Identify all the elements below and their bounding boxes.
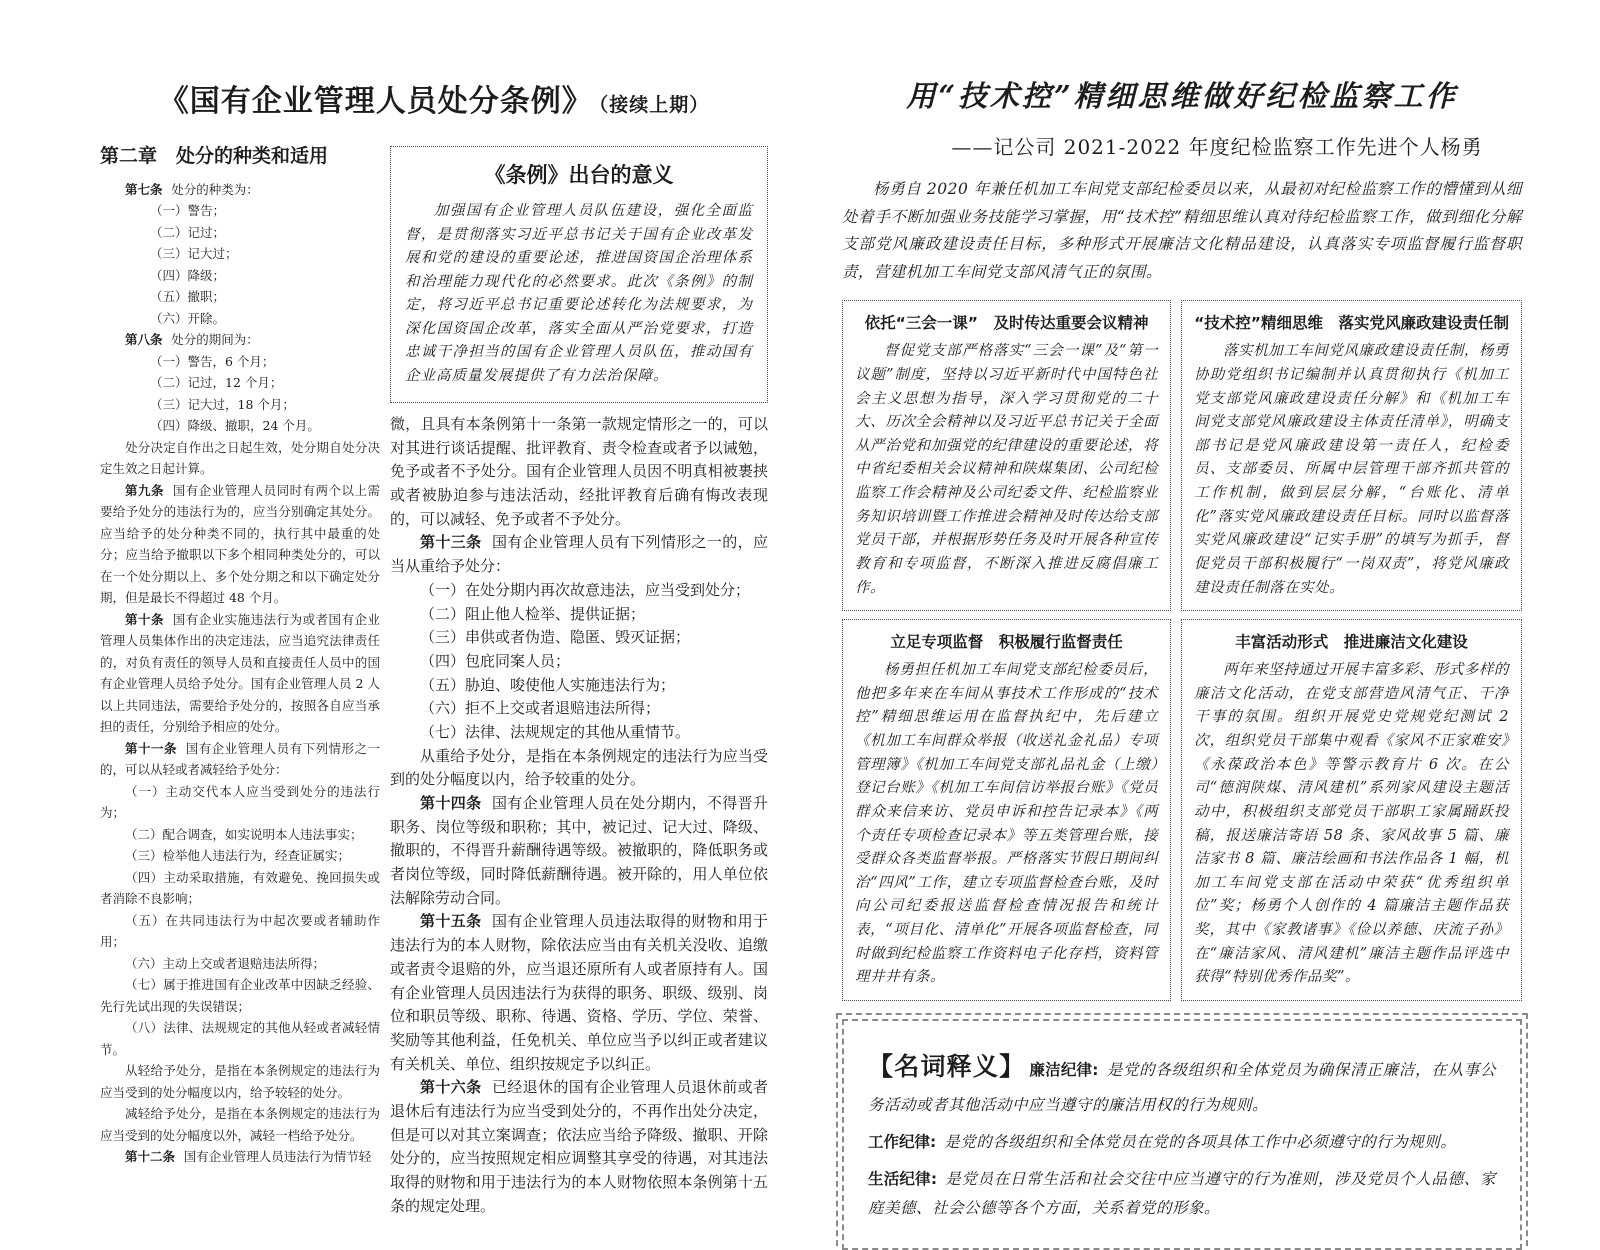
glossary-term-1: 廉洁纪律: bbox=[1029, 1060, 1099, 1079]
glossary-entry-1 bbox=[868, 1044, 1496, 1120]
paragraph-text: （五）在共同违法行为中起次要或者辅助作用； bbox=[100, 912, 380, 950]
regulation-title: 《国有企业管理人员处分条例》 bbox=[158, 84, 593, 119]
regulation-paragraph bbox=[100, 415, 380, 437]
glossary-definition-3: 是党员在日常生活和社会交往中应当遵守的行为准则，涉及党员个人品德、家庭美德、社会公德等各个方面，关系着党的形象。 bbox=[868, 1169, 1496, 1218]
glossary-term-3: 生活纪律: bbox=[868, 1169, 938, 1188]
regulation-paragraph bbox=[100, 308, 380, 330]
article-number: 第十二条 bbox=[125, 1149, 176, 1165]
article-number: 第十四条 bbox=[420, 794, 482, 813]
regulation-paragraph bbox=[390, 745, 768, 792]
meaning-box-title: 《条例》出台的意义 bbox=[484, 163, 674, 187]
article-number: 第十三条 bbox=[420, 533, 482, 552]
right-article-subtitle: ——记公司 2021-2022 年度纪检监察工作先进个人杨勇 bbox=[951, 135, 1483, 159]
left-article-body bbox=[100, 144, 768, 1218]
right-article bbox=[842, 74, 1522, 1250]
paragraph-text: 国有企业管理人员违法行为情节轻 bbox=[183, 1149, 372, 1165]
paragraph-text: （四）降级； bbox=[150, 267, 226, 283]
regulation-paragraph bbox=[390, 531, 768, 578]
paragraph-text: （五）撤职； bbox=[150, 289, 226, 305]
feature-box-1-body: 督促党支部严格落实“三会一课”及“第一议题”制度，坚持以习近平新时代中国特色社会主义思想为指导，深入学习贯彻党的二十大、历次全会精神以及习近平总书记关于全面从严治党和加强党的纪律建设的重要论述，将中省纪委相关会议精神和陕煤集团、公司纪检监察工作会精神及公司纪委文件、纪检监察业务知识培训暨工作推进会精神及时传达给支部党员干部，并根据形势任务及时开展各种宣传教育和专项监督，不断深入推进反腐倡廉工作。 bbox=[855, 343, 1159, 596]
paragraph-text: （三）检举他人违法行为，经查证属实； bbox=[125, 848, 351, 864]
article-number: 第十条 bbox=[125, 611, 164, 627]
article-number: 第九条 bbox=[125, 482, 164, 498]
regulation-paragraph bbox=[100, 910, 380, 953]
meaning-box bbox=[390, 146, 768, 403]
paragraph-text: （四）包庇同案人员； bbox=[420, 651, 571, 670]
article-number: 第八条 bbox=[125, 332, 163, 348]
paragraph-text: 国有企业实施违法行为或者国有企业管理人员集体作出的决定违法，应当追究法律责任的，对负有责任的领导人员和直接责任人员中的国有企业管理人员给予处分。国有企业管理人员 2 人以上共同违法，需要给予处分的，按照各自应当承担的责任，分别给予相应的处分。 bbox=[100, 611, 380, 735]
article-number: 第七条 bbox=[125, 181, 163, 197]
regulation-paragraph bbox=[100, 329, 380, 351]
paragraph-text: （六）开除。 bbox=[150, 310, 226, 326]
regulation-paragraph bbox=[100, 372, 380, 394]
paragraph-text: 处分的期间为： bbox=[171, 332, 259, 348]
feature-box-1-title: 依托“三会一课” 及时传达重要会议精神 bbox=[864, 314, 1149, 333]
paragraph-text: （七）属于推进国有企业改革中因缺乏经验、先行先试出现的失误错误； bbox=[100, 977, 380, 1014]
paragraph-text: （三）记大过； bbox=[150, 246, 238, 262]
paragraph-text: （四）主动采取措施，有效避免、挽回损失或者消除不良影响； bbox=[100, 869, 380, 907]
article-number: 第十六条 bbox=[420, 1078, 482, 1097]
glossary-box bbox=[842, 1019, 1522, 1250]
paragraph-text: 从重给予处分，是指在本条例规定的违法行为应当受到的处分幅度以内，给予较重的处分。 bbox=[390, 746, 768, 789]
regulation-paragraphs-col1 bbox=[100, 179, 380, 1168]
regulation-paragraph bbox=[100, 265, 380, 287]
regulation-paragraph bbox=[390, 579, 768, 603]
regulation-paragraph bbox=[100, 609, 380, 738]
article-number: 第十五条 bbox=[420, 912, 482, 931]
regulation-paragraph bbox=[100, 1146, 380, 1168]
regulation-paragraph bbox=[100, 222, 380, 244]
regulation-paragraph bbox=[100, 286, 380, 308]
regulation-paragraph bbox=[390, 792, 768, 910]
regulation-paragraph bbox=[390, 1076, 768, 1218]
paragraph-text: 国有企业管理人员有下列情形之一的，应当从重给予处分： bbox=[390, 533, 768, 576]
regulation-paragraph bbox=[100, 243, 380, 265]
regulation-paragraph bbox=[100, 351, 380, 373]
paragraph-text: （七）法律、法规规定的其他从重情节。 bbox=[420, 722, 691, 741]
left-article-title bbox=[100, 76, 768, 120]
left-article bbox=[100, 76, 768, 1218]
regulation-paragraph bbox=[390, 910, 768, 1076]
left-column-1 bbox=[100, 144, 380, 1168]
glossary-entry-3 bbox=[868, 1164, 1496, 1223]
regulation-paragraph bbox=[100, 179, 380, 201]
regulation-paragraph bbox=[100, 1017, 380, 1060]
chapter-heading: 第二章 处分的种类和适用 bbox=[100, 145, 329, 167]
regulation-paragraph bbox=[100, 200, 380, 222]
paragraph-text: （八）法律、法规规定的其他从轻或者减轻情节。 bbox=[100, 1020, 380, 1057]
paragraph-text: 国有企业管理人员违法取得的财物和用于违法行为的本人财物，除依法应当由有关机关没收、追缴或者责令退赔的外，应当退还原所有人或者原持有人。国有企业管理人员因违法行为获得的职务、职级、级别、岗位和职员等级、职称、待遇、资格、学历、学位、荣誉、奖励等其他利益，任免机关、单位应当予以纠正或者建议有关机关、单位、组织按规定予以纠正。 bbox=[390, 912, 768, 1073]
feature-boxes bbox=[842, 300, 1522, 1001]
paragraph-text: （一）警告； bbox=[150, 203, 226, 219]
article-number: 第十一条 bbox=[125, 740, 177, 756]
regulation-paragraph bbox=[100, 974, 380, 1017]
paragraph-text: 微，且具有本条例第十一条第一款规定情形之一的，可以对其进行谈话提醒、批评教育、责令检查或者予以诫勉，免予或者不予处分。国有企业管理人员因不明真相被裹挟或者被胁迫参与违法活动，经批评教育后确有悔改表现的，可以减轻、免予或者不予处分。 bbox=[390, 415, 768, 528]
feature-box-4-title: 丰富活动形式 推进廉洁文化建设 bbox=[1235, 633, 1468, 652]
feature-box-1 bbox=[842, 300, 1171, 611]
feature-box-2 bbox=[1181, 300, 1522, 611]
paragraph-text: （二）记过，12 个月； bbox=[150, 375, 283, 391]
regulation-paragraphs-col2 bbox=[390, 413, 768, 1218]
paragraph-text: 国有企业管理人员在处分期内，不得晋升职务、岗位等级和职称；其中，被记过、记大过、降级、撤职的，不得晋升薪酬待遇等级。被撤职的，降低职务或者岗位等级，同时降低薪酬待遇。被开除的，用人单位依法解除劳动合同。 bbox=[390, 794, 768, 907]
regulation-paragraph bbox=[100, 781, 380, 824]
meaning-box-body: 加强国有企业管理人员队伍建设，强化全面监督，是贯彻落实习近平总书记关于国有企业改革发展和党的建设的重要论述，推进国资国企治理体系和治理能力现代化的必然要求。此次《条例》的制定，将习近平总书记重要论述转化为法规要求，为深化国资国企改革，落实全面从严治党要求，打造忠诚干净担当的国有企业管理人员队伍，推动国有企业高质量发展提供了有力法治保障。 bbox=[405, 203, 753, 384]
regulation-paragraph bbox=[390, 697, 768, 721]
right-article-intro: 杨勇自 2020 年兼任机加工车间党支部纪检委员以来，从最初对纪检监察工作的懵懂到从细处着手不断加强业务技能学习掌握，用“技术控”精细思维认真对待纪检监察工作，做到细化分解支部党风廉政建设责任目标，多种形式开展廉洁文化精品建设，认真落实专项监督履行监督职责，营建机加工车间党支部风清气正的氛围。 bbox=[842, 180, 1522, 281]
paragraph-text: （一）警告，6 个月； bbox=[150, 353, 275, 369]
regulation-paragraph bbox=[100, 394, 380, 416]
glossary-definition-1: 是党的各级组织和全体党员为确保清正廉洁，在从事公务活动或者其他活动中应当遵守的廉洁用权的行为规则。 bbox=[868, 1060, 1496, 1115]
feature-box-3-title: 立足专项监督 积极履行监督责任 bbox=[890, 633, 1123, 652]
glossary-entry-2 bbox=[868, 1127, 1496, 1157]
regulation-paragraph bbox=[390, 603, 768, 627]
regulation-paragraph bbox=[100, 437, 380, 480]
feature-box-4 bbox=[1181, 619, 1522, 1001]
glossary-label: 【名词释义】 bbox=[868, 1051, 1026, 1081]
feature-box-2-body: 落实机加工车间党风廉政建设责任制，杨勇协助党组织书记编制并认真贯彻执行《机加工党支部党风廉政建设责任分解》和《机加工车间党支部党风廉政建设主体责任清单》，明确支部书记是党风廉政建设第一责任人，纪检委员、支部委员、所属中层管理干部齐抓共管的工作机制，做到层层分解，“台账化、清单化”落实党风廉政建设责任目标。同时以监督落实党风廉政建设“记实手册”的填写为抓手，督促党员干部积极履行“一岗双责”，将党风廉政建设责任制落在实处。 bbox=[1194, 343, 1509, 596]
paragraph-text: 已经退休的国有企业管理人员退休前或者退休后有违法行为应当受到处分的，不再作出处分决定，但是可以对其立案调查；依法应当给予降级、撤职、开除处分的，应当按照规定相应调整其享受的待遇，对其违法取得的财物和用于违法行为的本人财物依照本条例第十五条的规定处理。 bbox=[390, 1078, 768, 1215]
paragraph-text: （五）胁迫、唆使他人实施违法行为； bbox=[420, 675, 676, 694]
feature-box-2-title: “技术控”精细思维 落实党风廉政建设责任制 bbox=[1194, 314, 1509, 333]
feature-box-4-body: 两年来坚持通过开展丰富多彩、形式多样的廉洁文化活动，在党支部营造风清气正、干净干事的氛围。组织开展党史党规党纪测试 2 次，组织党员干部集中观看《家风不正家难安》《永葆政治本色》等警示教育片 6 次。在公司“德润陕煤、清风建机”系列家风建设主题活动中，积极组织支部党员干部职工家属踊跃投稿，报送廉洁寄语 58 条、家风故事 5 篇、廉洁家书 8 篇、廉洁绘画和书法作品各 1 幅，机加工车间党支部在活动中荣获“优秀组织单位”奖；杨勇个人创作的 4 篇廉洁主题作品获奖，其中《家教诸事》《俭以养德、庆流子孙》在“廉洁家风、清风建机”廉洁主题作品评选中获得“特别优秀作品奖”。 bbox=[1194, 662, 1509, 986]
regulation-paragraph bbox=[100, 953, 380, 975]
regulation-paragraph bbox=[100, 845, 380, 867]
regulation-paragraph bbox=[100, 1060, 380, 1103]
glossary-definition-2: 是党的各级组织和全体党员在党的各项具体工作中必须遵守的行为规则。 bbox=[944, 1132, 1457, 1151]
paragraph-text: 国有企业管理人员有下列情形之一的，可以从轻或者减轻给予处分： bbox=[100, 740, 380, 778]
paragraph-text: （二）阻止他人检举、提供证据； bbox=[420, 604, 646, 623]
paragraph-text: （一）主动交代本人应当受到处分的违法行为； bbox=[100, 783, 380, 821]
glossary-term-2: 工作纪律: bbox=[868, 1132, 937, 1151]
left-column-2 bbox=[390, 144, 768, 1218]
paragraph-text: 减轻给予处分，是指在本条例规定的违法行为应当受到的处分幅度以外，减轻一档给予处分。 bbox=[100, 1106, 380, 1143]
paragraph-text: 处分的种类为： bbox=[171, 181, 259, 197]
paragraph-text: （三）记大过，18 个月； bbox=[150, 396, 295, 412]
paragraph-text: （三）串供或者伪造、隐匿、毁灭证据； bbox=[420, 628, 691, 647]
paragraph-text: （二）配合调查，如实说明本人违法事实； bbox=[125, 826, 363, 842]
regulation-paragraph bbox=[100, 738, 380, 781]
regulation-paragraph bbox=[390, 650, 768, 674]
paragraph-text: （一）在处分期内再次故意违法，应当受到处分； bbox=[420, 580, 751, 599]
regulation-paragraph bbox=[100, 480, 380, 609]
regulation-paragraph bbox=[390, 626, 768, 650]
paragraph-text: 从轻给予处分，是指在本条例规定的违法行为应当受到的处分幅度以内，给予较轻的处分。 bbox=[100, 1063, 380, 1100]
title-suffix: （接续上期） bbox=[598, 94, 710, 116]
paragraph-text: （六）主动上交或者退赔违法所得； bbox=[125, 955, 326, 971]
regulation-paragraph bbox=[100, 824, 380, 846]
feature-box-3 bbox=[842, 619, 1171, 1001]
regulation-paragraph bbox=[390, 413, 768, 531]
paragraph-text: 处分决定自作出之日起生效，处分期自处分决定生效之日起计算。 bbox=[100, 439, 380, 477]
regulation-paragraph bbox=[390, 721, 768, 745]
regulation-paragraph bbox=[100, 1103, 380, 1146]
paragraph-text: 国有企业管理人员同时有两个以上需要给予处分的违法行为的，应当分别确定其处分。应当给予的处分种类不同的，执行其中最重的处分；应当给予撤职以下多个相同种类处分的，可以在一个处分期以上、多个处分期之和以下确定处分期，但是最长不得超过 48 个月。 bbox=[100, 482, 380, 606]
right-article-title: 用“技术控”精细思维做好纪检监察工作 bbox=[906, 79, 1458, 113]
paragraph-text: （六）拒不上交或者退赔违法所得； bbox=[420, 699, 661, 718]
regulation-paragraph bbox=[390, 674, 768, 698]
feature-box-3-body: 杨勇担任机加工车间党支部纪检委员后，他把多年来在车间从事技术工作形成的“技术控”精细思维运用在监督执纪中，先后建立《机加工车间群众举报（收送礼金礼品）专项管理簿》《机加工车间党支部礼品礼金（上缴）登记台账》《机加工车间信访举报台账》《党员群众来信来访、党员申诉和控告记录本》《两个责任专项检查记录本》等五类管理台账，接受群众各类监督举报。严格落实节假日期间纠治“四风”工作，建立专项监督检查台账，及时向公司纪委报送监督检查情况报告和统计表，“项目化、清单化”开展各项监督检查，同时做到纪检监察工作资料电子化存档，资料管理井井有条。 bbox=[855, 662, 1159, 986]
regulation-paragraph bbox=[100, 867, 380, 910]
paragraph-text: （二）记过； bbox=[150, 224, 226, 240]
paragraph-text: （四）降级、撤职，24 个月。 bbox=[150, 418, 320, 434]
